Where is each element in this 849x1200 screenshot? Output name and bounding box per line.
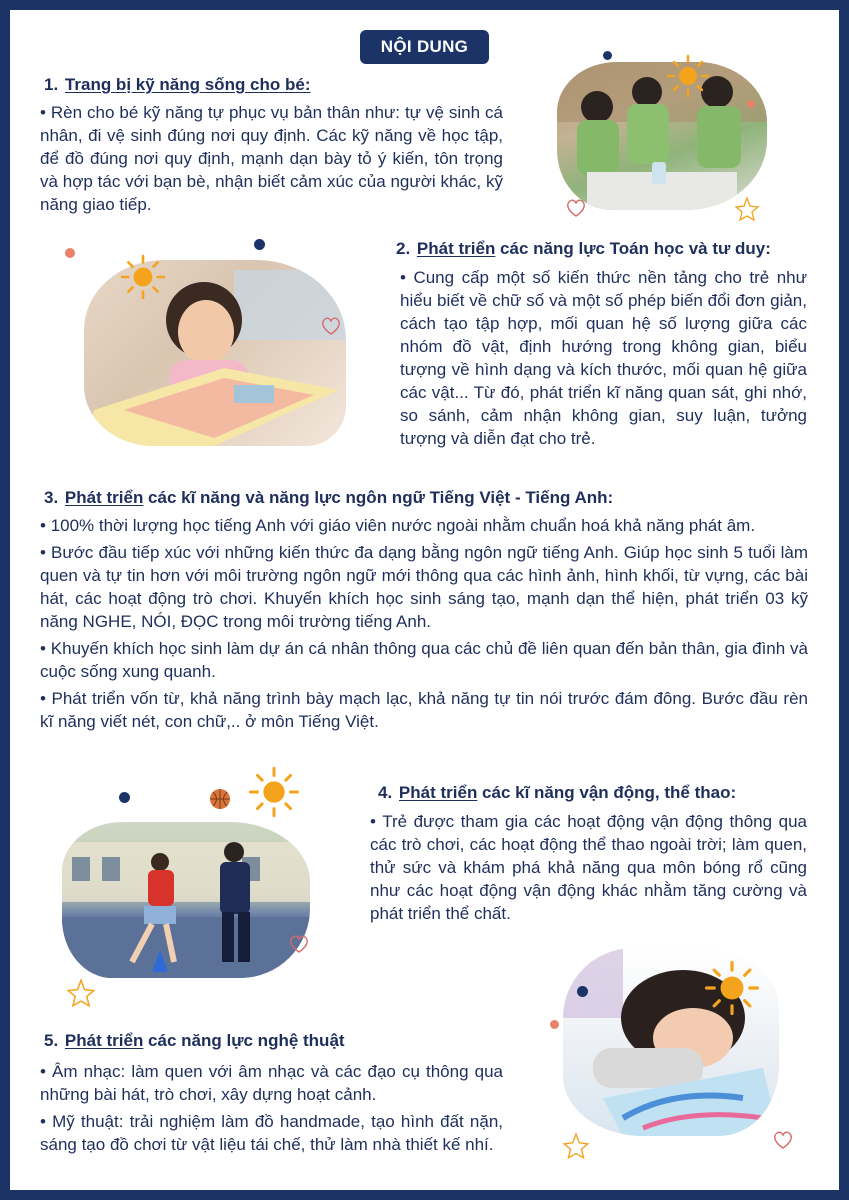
section-2-number: 2. — [392, 238, 412, 260]
section-3-number: 3. — [40, 487, 60, 509]
star-icon — [734, 196, 760, 222]
section-5-rest: các năng lực nghệ thuật — [143, 1031, 345, 1050]
section-4-body — [370, 810, 807, 925]
dot-decoration — [119, 792, 130, 803]
section-4-heading — [374, 782, 736, 804]
basketball-icon — [209, 788, 231, 810]
star-icon — [66, 978, 96, 1008]
section-2-rest: các năng lực Toán học và tư duy: — [495, 239, 771, 258]
page-title: NỘI DUNG — [360, 30, 489, 64]
dot-decoration — [603, 51, 612, 60]
photo-basketball — [62, 822, 310, 978]
section-4-rest: các kĩ năng vận động, thể thao: — [477, 783, 737, 802]
section-5-paragraph-2: • Mỹ thuật: trải nghiệm làm đồ handmade, tạo hình đất nặn, sáng tạo đồ chơi từ vật liệu tái chế, thử làm nhà thiết kế nhí. — [40, 1112, 503, 1154]
section-3-heading — [40, 487, 613, 509]
page — [10, 10, 839, 1190]
photo-kids-experiment — [557, 62, 767, 210]
section-3-rest: các kĩ năng và năng lực ngôn ngữ Tiếng Việt - Tiếng Anh: — [143, 488, 614, 507]
section-2-heading — [392, 238, 771, 260]
section-2-paragraph: • Cung cấp một số kiến thức nền tảng cho trẻ như hiểu biết về chữ số và một số phép biến đổi đơn giản, cách tạo tập hợp, mối quan hệ số lượng giữa các nhóm đồ vật, định hướng trong không gian, biểu tượng về hình dạng và kích thước, mối quan hệ giữa các vật... Từ đó, phát triển kĩ năng quan sát, ghi nhớ, so sánh, cảm nhận không gian, suy luận, tưởng tượng và diễn đạt cho trẻ. — [400, 268, 807, 448]
section-1-paragraph: • Rèn cho bé kỹ năng tự phục vụ bản thân như: tự vệ sinh cá nhân, đi vệ sinh đúng nơi quy định. Các kỹ năng về học tập, để đồ đúng nơi quy định, mạnh dạn bày tỏ ý kiến, tôn trọng và hợp tác với bạn bè, nhận biết cảm xúc của người khác, kỹ năng giao tiếp. — [40, 103, 503, 214]
section-5-heading — [40, 1030, 345, 1052]
dot-decoration — [577, 986, 588, 997]
photo-kids-experiment-art — [557, 62, 767, 210]
sun-icon — [248, 766, 300, 818]
section-3-body — [40, 514, 808, 733]
heart-icon — [288, 934, 310, 954]
heart-icon — [772, 1130, 794, 1150]
section-1-heading — [40, 74, 311, 96]
section-3-paragraph-3: • Khuyến khích học sinh làm dự án cá nhân thông qua các chủ đề liên quan đến bản thân, gia đình và cuộc sống xung quanh. — [40, 639, 808, 681]
photo-basketball-art — [62, 822, 310, 978]
section-2-body — [400, 266, 807, 450]
heart-icon — [565, 198, 587, 218]
sun-icon — [704, 960, 760, 1016]
section-4-highlight: Phát triển — [398, 783, 478, 802]
section-3-paragraph-4: • Phát triển vốn từ, khả năng trình bày mạch lạc, khả năng tự tin nói trước đám đông. Bước đầu rèn kĩ năng viết nét, con chữ,.. ở môn Tiếng Việt. — [40, 689, 808, 731]
section-1-body — [40, 101, 503, 216]
section-3-highlight: Phát triển — [64, 488, 144, 507]
dot-decoration — [550, 1020, 559, 1029]
section-3-paragraph-1: • 100% thời lượng học tiếng Anh với giáo viên nước ngoài nhằm chuẩn hoá khả năng phát âm. — [40, 516, 756, 535]
section-3-paragraph-2: • Bước đầu tiếp xúc với những kiến thức đa dạng bằng ngôn ngữ tiếng Anh. Giúp học sinh 5 tuổi làm quen và tự tin hơn với môi trường ngôn ngữ mới thông qua các hình ảnh, hình khối, từ vựng, các bài hát, các hoạt động trò chơi. Khuyến khích học sinh sáng tạo, mạnh dạn thể hiện, phát triển 03 kỹ năng NGHE, NÓI, ĐỌC trong môi trường tiếng Anh. — [40, 543, 808, 631]
heart-icon — [320, 316, 342, 336]
section-4-paragraph: • Trẻ được tham gia các hoạt động vận động thông qua các trò chơi, các hoạt động thể thao ngoài trời; làm quen, thử sức và khám phá khả năng qua môn bóng rổ cũng như các hoạt động vận động khác nhằm tăng cường và phát triển thể chất. — [370, 812, 807, 923]
sun-icon — [666, 54, 710, 98]
section-2-highlight: Phát triển — [416, 239, 496, 258]
dot-decoration — [65, 248, 75, 258]
section-5-highlight: Phát triển — [64, 1031, 144, 1050]
section-1-number: 1. — [40, 74, 60, 96]
star-icon — [562, 1132, 590, 1160]
section-5-number: 5. — [40, 1030, 60, 1052]
dot-decoration — [254, 239, 265, 250]
section-5-body — [40, 1060, 503, 1156]
section-1-highlight: Trang bị kỹ năng sống cho bé: — [64, 75, 311, 94]
section-4-number: 4. — [374, 782, 394, 804]
sun-icon — [120, 254, 166, 300]
section-5-paragraph-1: • Âm nhạc: làm quen với âm nhạc và các đạo cụ thông qua những bài hát, trò chơi, xây dựng hoạt cảnh. — [40, 1062, 503, 1104]
dot-decoration — [747, 100, 755, 108]
